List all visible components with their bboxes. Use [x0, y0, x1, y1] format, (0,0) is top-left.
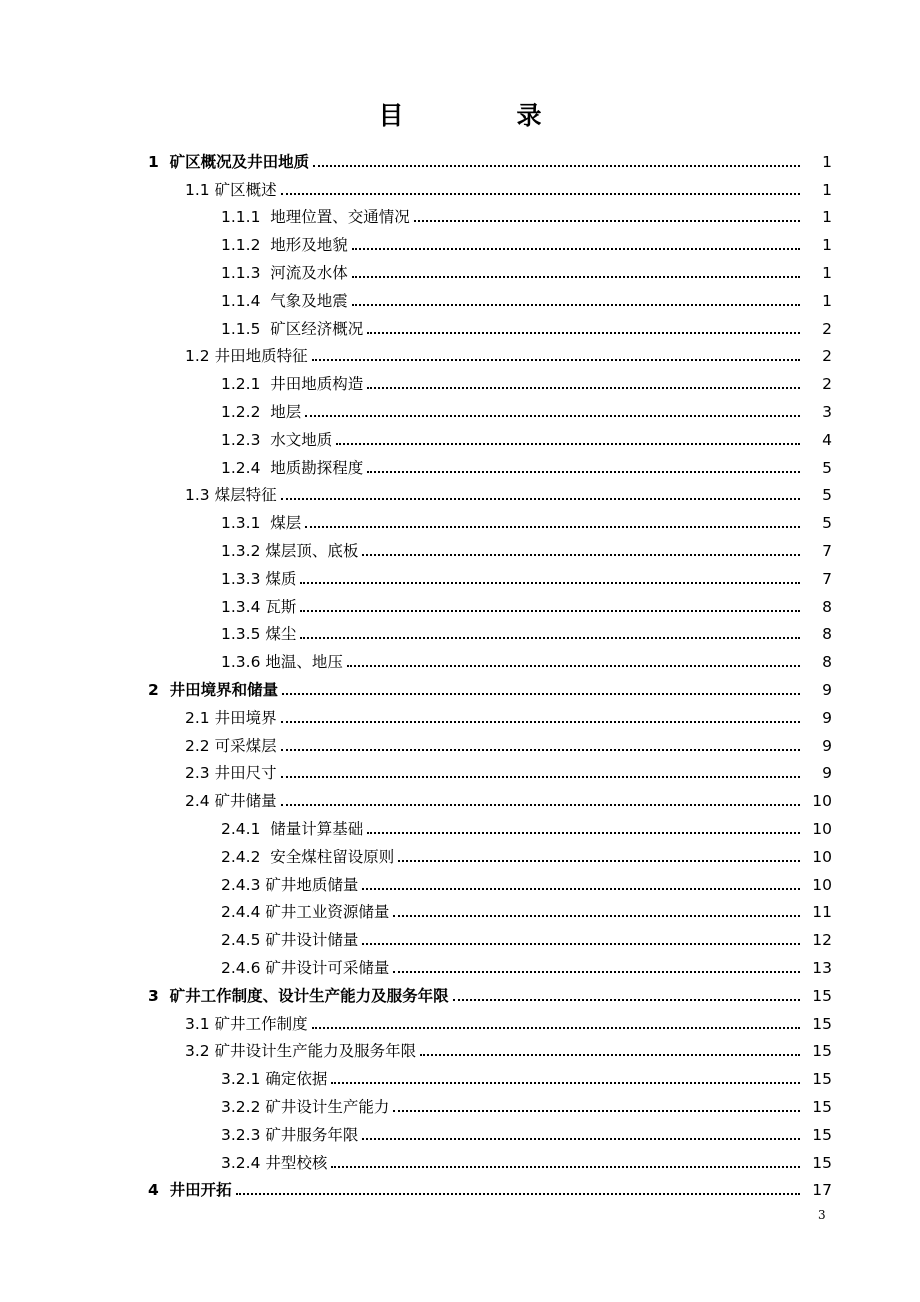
toc-entry-title: 1.3.3 煤质 — [221, 569, 297, 588]
toc-entry-page: 1 — [822, 236, 832, 255]
toc-entry[interactable] — [0, 676, 920, 704]
toc-entry-page: 15 — [812, 1042, 832, 1061]
toc-dot-leader — [282, 692, 800, 695]
toc-dot-leader — [347, 664, 800, 667]
toc-entry[interactable] — [0, 454, 920, 482]
toc-entry[interactable] — [0, 871, 920, 899]
toc-entry-title: 1.1.2 地形及地貌 — [221, 236, 348, 255]
toc-entry-page: 9 — [822, 708, 832, 727]
toc-entry[interactable] — [0, 537, 920, 565]
toc-dot-leader — [281, 497, 800, 500]
toc-entry-title: 1.3.6 地温、地压 — [221, 653, 343, 672]
toc-dot-leader — [393, 914, 800, 917]
toc-dot-leader — [281, 775, 800, 778]
toc-entry-page: 15 — [812, 1125, 832, 1144]
toc-entry-page: 10 — [812, 847, 832, 866]
page-number: 3 — [818, 1208, 826, 1222]
toc-entry-title: 1.2.4 地质勘探程度 — [221, 458, 364, 477]
toc-entry-title: 1.1.1 地理位置、交通情况 — [221, 208, 410, 227]
toc-entry-title: 1.1.5 矿区经济概况 — [221, 319, 364, 338]
toc-entry-page: 17 — [812, 1181, 832, 1200]
toc-entry[interactable] — [0, 565, 920, 593]
toc-entry-page: 5 — [822, 486, 832, 505]
toc-dot-leader — [453, 998, 800, 1001]
toc-entry-title: 2.4.3 矿井地质储量 — [221, 875, 359, 894]
toc-entry-page: 15 — [812, 1153, 832, 1172]
toc-entry-page: 1 — [822, 291, 832, 310]
toc-entry-page: 15 — [812, 1097, 832, 1116]
toc-entry[interactable] — [0, 315, 920, 343]
toc-entry[interactable] — [0, 704, 920, 732]
toc-dot-leader — [362, 887, 800, 890]
toc-entry[interactable] — [0, 259, 920, 287]
toc-dot-leader — [300, 636, 800, 639]
toc-entry-page: 11 — [812, 903, 832, 922]
toc-entry-title: 2.4.2 安全煤柱留设原则 — [221, 847, 395, 866]
toc-entry-title: 3.2.1 确定依据 — [221, 1070, 328, 1089]
toc-entry-title: 2 井田境界和储量 — [148, 681, 279, 700]
toc-entry-page: 15 — [812, 986, 832, 1005]
toc-entry[interactable] — [0, 398, 920, 426]
toc-dot-leader — [352, 275, 800, 278]
toc-dot-leader — [367, 831, 800, 834]
toc-entry-title: 2.2 可采煤层 — [185, 736, 277, 755]
toc-entry[interactable] — [0, 954, 920, 982]
toc-entry[interactable] — [0, 926, 920, 954]
toc-entry-title: 2.4.4 矿井工业资源储量 — [221, 903, 390, 922]
toc-dot-leader — [305, 525, 800, 528]
toc-entry-title: 1.2.2 地层 — [221, 403, 302, 422]
toc-dot-leader — [336, 442, 800, 445]
toc-entry-title: 2.1 井田境界 — [185, 708, 277, 727]
toc-dot-leader — [331, 1081, 800, 1084]
toc-entry-page: 1 — [822, 264, 832, 283]
toc-entry-page: 10 — [812, 792, 832, 811]
toc-entry-page: 13 — [812, 959, 832, 977]
toc-entry-page: 9 — [822, 736, 832, 755]
toc-entry[interactable] — [0, 287, 920, 315]
toc-entry-title: 1.2.3 水文地质 — [221, 430, 333, 449]
toc-entry[interactable] — [0, 648, 920, 676]
toc-dot-leader — [236, 1192, 800, 1195]
toc-entry-title: 3.2.4 井型校核 — [221, 1153, 328, 1172]
toc-entry[interactable] — [0, 760, 920, 788]
toc-entry[interactable] — [0, 621, 920, 649]
toc-entry-page: 15 — [812, 1014, 832, 1033]
toc-entry-title: 1.3.4 瓦斯 — [221, 597, 297, 616]
toc-dot-leader — [331, 1165, 800, 1168]
toc-entry-title: 1.3.1 煤层 — [221, 514, 302, 533]
toc-entry-title: 1.1.4 气象及地震 — [221, 291, 348, 310]
toc-entry-title: 1.2.1 井田地质构造 — [221, 375, 364, 394]
toc-entry[interactable] — [0, 1065, 920, 1093]
table-of-contents — [0, 148, 920, 1204]
toc-entry-title: 1 矿区概况及井田地质 — [148, 152, 310, 171]
toc-entry[interactable] — [0, 148, 920, 176]
toc-entry-title: 3.2.3 矿井服务年限 — [221, 1125, 359, 1144]
toc-entry[interactable] — [0, 231, 920, 259]
toc-dot-leader — [281, 720, 800, 723]
toc-entry-title: 2.4 矿井储量 — [185, 792, 277, 811]
toc-dot-leader — [300, 609, 800, 612]
toc-entry-page: 8 — [822, 597, 832, 616]
toc-entry[interactable] — [0, 426, 920, 454]
toc-entry-page: 8 — [822, 653, 832, 672]
toc-entry-title: 4 井田开拓 — [148, 1181, 232, 1200]
toc-entry-title: 1.1.3 河流及水体 — [221, 264, 348, 283]
toc-entry[interactable] — [0, 370, 920, 398]
toc-entry-page: 1 — [822, 152, 832, 171]
toc-entry[interactable] — [0, 1121, 920, 1149]
toc-entry-title: 1.3.2 煤层顶、底板 — [221, 542, 359, 561]
toc-entry-page: 9 — [822, 764, 832, 783]
toc-dot-leader — [393, 1109, 800, 1112]
toc-entry[interactable] — [0, 815, 920, 843]
toc-entry[interactable] — [0, 343, 920, 371]
toc-entry-page: 10 — [812, 875, 832, 894]
toc-dot-leader — [398, 859, 800, 862]
toc-entry-title: 2.4.6 矿井设计可采储量 — [221, 959, 390, 977]
toc-entry-title: 3.2.2 矿井设计生产能力 — [221, 1097, 390, 1116]
toc-entry[interactable] — [0, 787, 920, 815]
toc-dot-leader — [362, 942, 800, 945]
toc-dot-leader — [281, 803, 800, 806]
toc-entry-page: 1 — [822, 208, 832, 227]
toc-entry-page: 2 — [822, 375, 832, 394]
toc-entry-title: 3 矿井工作制度、设计生产能力及服务年限 — [148, 986, 449, 1005]
toc-entry-page: 4 — [822, 430, 832, 449]
toc-entry[interactable] — [0, 482, 920, 510]
toc-entry[interactable] — [0, 843, 920, 871]
toc-dot-leader — [367, 386, 800, 389]
toc-dot-leader — [367, 331, 800, 334]
toc-entry-page: 2 — [822, 319, 832, 338]
toc-entry-title: 2.4.1 储量计算基础 — [221, 820, 364, 839]
toc-dot-leader — [362, 1137, 800, 1140]
toc-dot-leader — [312, 1026, 800, 1029]
toc-dot-leader — [420, 1053, 800, 1056]
toc-entry[interactable] — [0, 1176, 920, 1204]
toc-entry[interactable] — [0, 982, 920, 1010]
toc-entry[interactable] — [0, 899, 920, 927]
toc-entry-title: 2.3 井田尺寸 — [185, 764, 277, 783]
toc-dot-leader — [300, 581, 800, 584]
toc-entry[interactable] — [0, 509, 920, 537]
toc-entry-title: 2.4.5 矿井设计储量 — [221, 931, 359, 950]
toc-entry-page: 1 — [822, 180, 832, 199]
toc-dot-leader — [414, 219, 800, 222]
toc-entry-title: 1.1 矿区概述 — [185, 180, 277, 199]
toc-entry[interactable] — [0, 1093, 920, 1121]
toc-entry[interactable] — [0, 1010, 920, 1038]
toc-entry[interactable] — [0, 1149, 920, 1177]
toc-dot-leader — [352, 247, 800, 250]
toc-entry-title: 1.2 井田地质特征 — [185, 347, 308, 366]
toc-entry-page: 5 — [822, 514, 832, 533]
toc-entry-page: 15 — [812, 1070, 832, 1089]
toc-entry-title: 1.3 煤层特征 — [185, 486, 277, 505]
toc-dot-leader — [313, 164, 800, 167]
toc-entry-page: 2 — [822, 347, 832, 366]
toc-entry-page: 10 — [812, 820, 832, 839]
toc-entry-title: 1.3.5 煤尘 — [221, 625, 297, 644]
toc-dot-leader — [281, 192, 800, 195]
toc-entry-page: 7 — [822, 542, 832, 561]
toc-entry-page: 5 — [822, 458, 832, 477]
toc-entry-title: 3.1 矿井工作制度 — [185, 1014, 308, 1033]
toc-entry-page: 3 — [822, 403, 832, 422]
toc-dot-leader — [393, 970, 800, 973]
toc-entry-title: 3.2 矿井设计生产能力及服务年限 — [185, 1042, 417, 1061]
toc-dot-leader — [352, 303, 800, 306]
toc-entry-page: 7 — [822, 569, 832, 588]
toc-entry-page: 12 — [812, 931, 832, 950]
toc-entry[interactable] — [0, 593, 920, 621]
toc-entry[interactable] — [0, 732, 920, 760]
toc-entry[interactable] — [0, 204, 920, 232]
toc-dot-leader — [305, 414, 800, 417]
toc-entry[interactable] — [0, 176, 920, 204]
toc-dot-leader — [362, 553, 800, 556]
page-title: 目 录 — [378, 101, 586, 130]
toc-entry-page: 9 — [822, 681, 832, 700]
toc-dot-leader — [312, 358, 800, 361]
toc-entry-page: 8 — [822, 625, 832, 644]
toc-entry[interactable] — [0, 1038, 920, 1066]
toc-dot-leader — [367, 470, 800, 473]
toc-dot-leader — [281, 748, 800, 751]
